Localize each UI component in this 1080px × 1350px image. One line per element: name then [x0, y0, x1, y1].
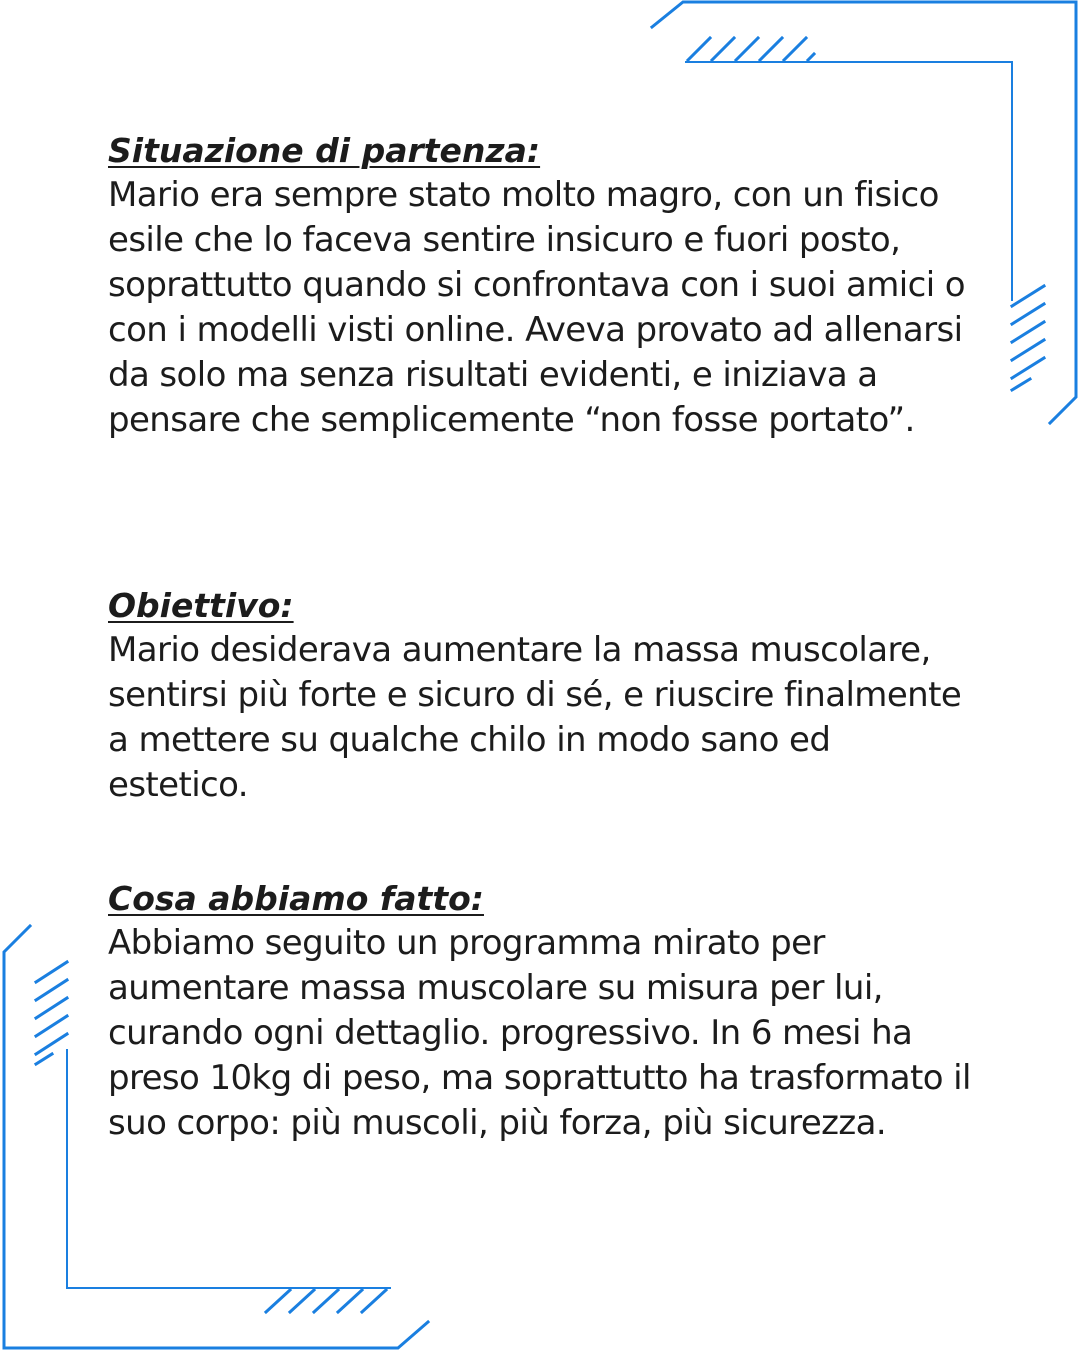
hatch-right-icon	[1012, 286, 1044, 390]
section-title-goal: Obiettivo:	[108, 586, 294, 625]
section-goal	[108, 583, 978, 808]
section-body-starting: Mario era sempre stato molto magro, con un fisico esile che lo faceva sentire insicuro e fuori posto, soprattutto quando si confrontava con i suoi amici o con i modelli visti online. Aveva provato ad allenarsi da solo ma senza risultati evidenti, e iniziava a pensare che semplicemente “non fosse portato”.	[108, 175, 965, 440]
hatch-top-icon	[688, 38, 814, 60]
section-actions	[108, 876, 978, 1146]
section-body-actions: Abbiamo seguito un programma mirato per aumentare massa muscolare su misura per lui, curando ogni dettaglio. progressivo. In 6 mesi ha preso 10kg di peso, ma soprattutto ha trasformato il suo corpo: più muscoli, più forza, più sicurezza.	[108, 923, 971, 1143]
section-title-actions: Cosa abbiamo fatto:	[108, 879, 484, 918]
section-title-starting: Situazione di partenza:	[108, 131, 541, 170]
hatch-left-icon	[36, 962, 67, 1064]
section-body-goal: Mario desiderava aumentare la massa muscolare, sentirsi più forte e sicuro di sé, e riuscire finalmente a mettere su qualche chilo in modo sano ed estetico.	[108, 630, 962, 805]
section-starting-situation	[108, 128, 978, 443]
hatch-bottom-icon	[266, 1290, 386, 1312]
